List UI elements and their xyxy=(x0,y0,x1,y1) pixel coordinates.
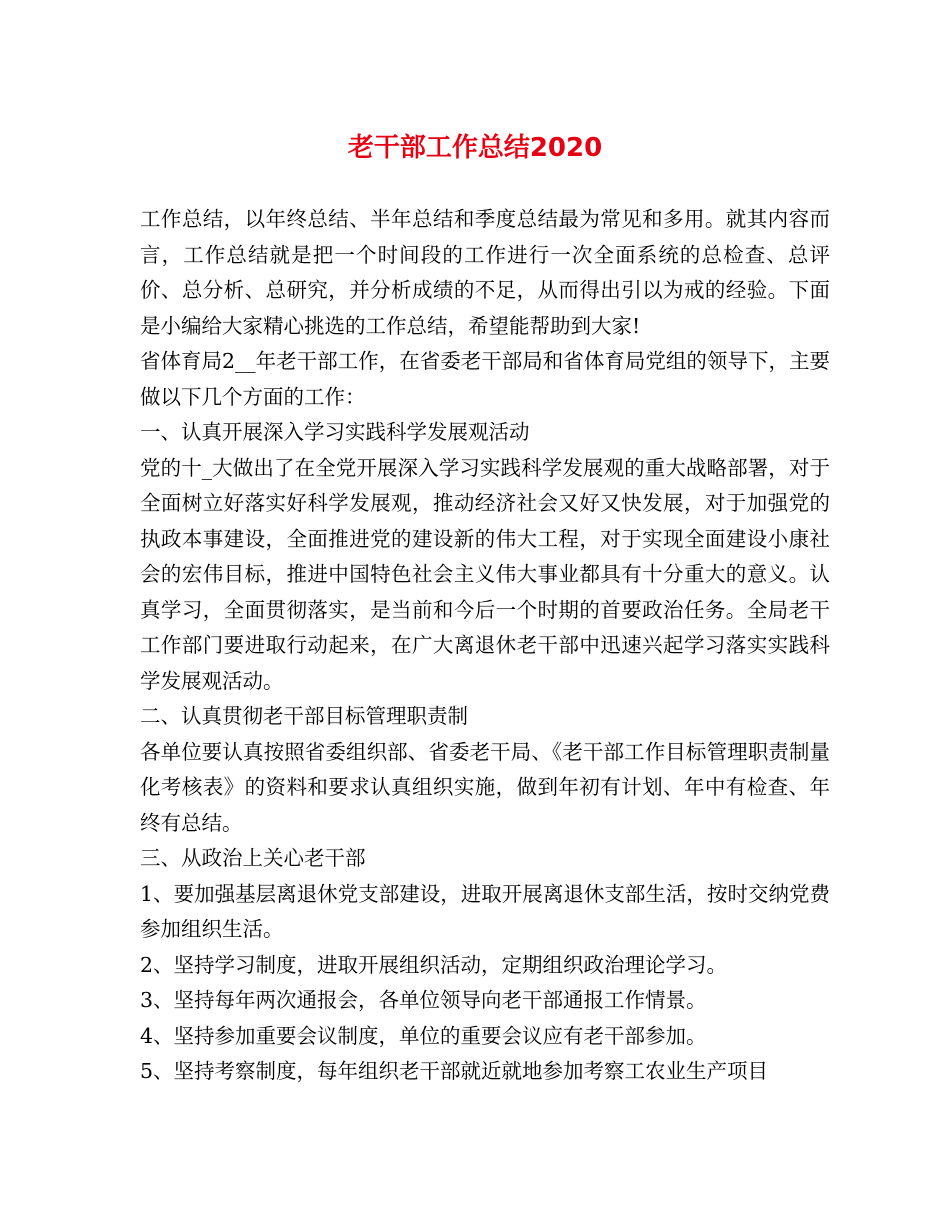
document-body xyxy=(140,202,830,1090)
paragraph-section-2: 各单位要认真按照省委组织部、省委老干局、《老干部工作目标管理职责制量化考核表》的资料和要求认真组织实施，做到年初有计划、年中有检查、年终有总结。 xyxy=(140,739,830,835)
paragraph-section-1: 党的十_大做出了在全党开展深入学习实践科学发展观的重大战略部署，对于全面树立好落实好科学发展观，推动经济社会又好又快发展，对于加强党的执政本事建设，全面推进党的建设新的伟大工程，对于实现全面建设小康社会的宏伟目标，推进中国特色社会主义伟大事业都具有十分重大的意义。认真学习，全面贯彻落实，是当前和今后一个时期的首要政治任务。全局老干工作部门要进取行动起来，在广大离退休老干部中迅速兴起学习落实实践科学发展观活动。 xyxy=(140,455,830,693)
list-item-3: 3、坚持每年两次通报会，各单位领导向老干部通报工作情景。 xyxy=(140,988,707,1012)
paragraph-intro: 工作总结，以年终总结、半年总结和季度总结最为常见和多用。就其内容而言，工作总结就是把一个时间段的工作进行一次全面系统的总检查、总评价、总分析、总研究，并分析成绩的不足，从而得出引以为戒的经验。下面是小编给大家精心挑选的工作总结，希望能帮助到大家! xyxy=(140,207,830,338)
section-heading-2: 二、认真贯彻老干部目标管理职责制 xyxy=(140,704,468,728)
list-item-5: 5、坚持考察制度，每年组织老干部就近就地参加考察工农业生产项目 xyxy=(140,1059,769,1083)
section-heading-1: 一、认真开展深入学习实践科学发展观活动 xyxy=(140,420,530,444)
paragraph-overview: 省体育局2__年老干部工作，在省委老干部局和省体育局党组的领导下，主要做以下几个方面的工作： xyxy=(140,349,830,409)
list-item-4: 4、坚持参加重要会议制度，单位的重要会议应有老干部参加。 xyxy=(140,1023,707,1048)
document-title: 老干部工作总结2020 xyxy=(347,133,603,163)
section-heading-3: 三、从政治上关心老干部 xyxy=(140,846,366,870)
list-item-2: 2、坚持学习制度，进取开展组织活动，定期组织政治理论学习。 xyxy=(140,952,728,977)
list-item-1: 1、要加强基层离退休党支部建设，进取开展离退休支部生活，按时交纳党费参加组织生活。 xyxy=(140,881,830,941)
